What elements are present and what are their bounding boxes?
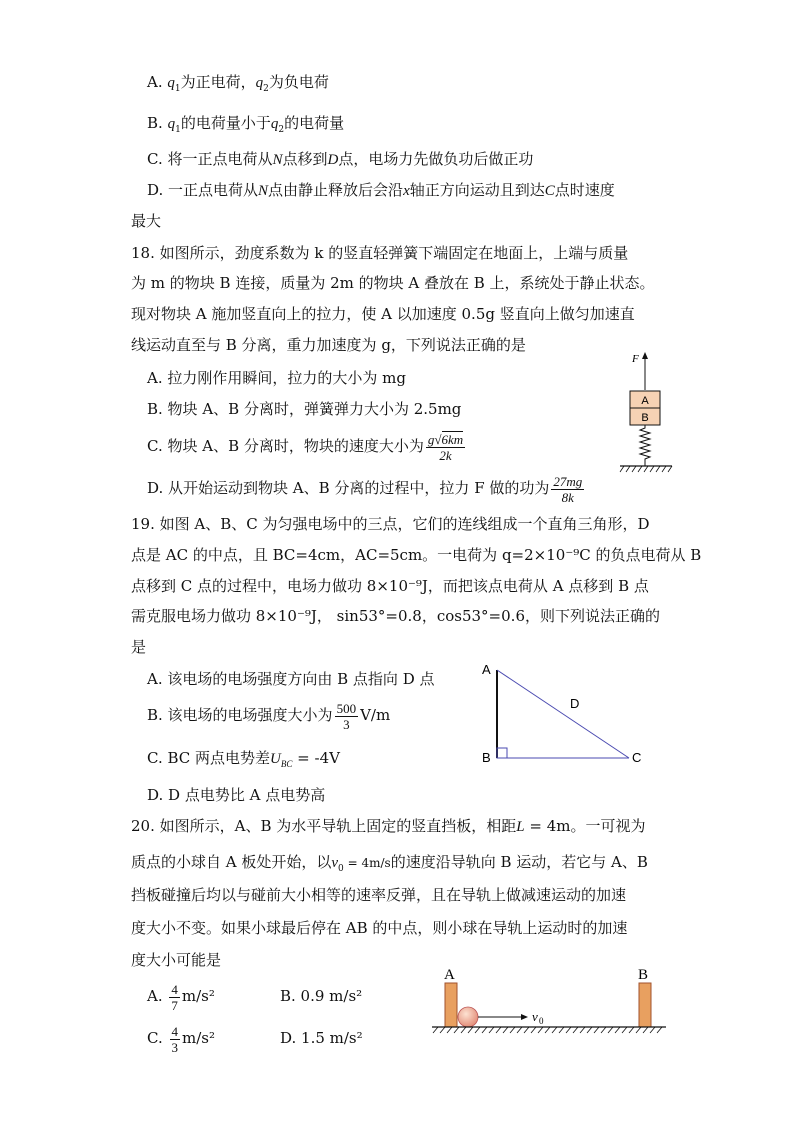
q17-option-d-c: C [544, 183, 555, 199]
q19-stem-line3: 点移到 C 点的过程中，电场力做功 8×10⁻⁹J，而把该点电荷从 A 点移到 B 点 [131, 577, 649, 595]
q17-option-a-q2-sub: 2 [263, 84, 269, 94]
q20-ball [458, 1007, 478, 1027]
q20-rail-figure [428, 964, 672, 1036]
q17-option-c-n: N [272, 152, 283, 168]
q18-stem-line1: 18. 如图所示，劲度系数为 k 的竖直轻弹簧下端固定在地面上，上端与质量 [131, 244, 629, 262]
q20-option-a [147, 978, 215, 1014]
q19-option-a: A. 该电场的电场强度方向由 B 点指向 D 点 [147, 670, 435, 688]
q20-option-c [147, 1020, 215, 1056]
q20-option-c-label: C. [147, 1029, 163, 1047]
q18-spring-figure [612, 348, 676, 478]
q17-option-c-d: D [327, 152, 339, 168]
q17-option-b-q1-sub: 1 [175, 125, 181, 135]
q19-fig-label-a: A [482, 662, 491, 677]
q19-option-c [147, 748, 340, 774]
q19-option-c-value: = -4V [292, 749, 340, 767]
q19-option-b-fraction [335, 701, 359, 732]
q18-stem-line2: 为 m 的物块 B 连接，质量为 2m 的物块 A 叠放在 B 上，系统处于静止状态。 [131, 274, 655, 292]
q20-line1-text: 20. 如图所示，A、B 为水平导轨上固定的竖直挡板，相距 [131, 817, 517, 835]
q17-option-a [147, 72, 329, 99]
q19-option-c-sub: BC [280, 759, 293, 769]
q20-fig-label-vsub: 0 [539, 1016, 544, 1026]
q19-fig-label-b: B [482, 750, 491, 765]
q20-fig-label-a: A [444, 967, 455, 983]
q19-option-b [147, 697, 390, 733]
q18-stem-line3: 现对物块 A 施加竖直向上的拉力，使 A 以加速度 0.5g 竖直向上做匀加速直 [131, 305, 635, 323]
q20-option-c-fraction [170, 1024, 181, 1055]
q20-line1-lval: = 4m [524, 817, 571, 835]
q17-option-a-mid: 为正电荷， [180, 73, 256, 91]
q20-option-c-den: 3 [171, 1039, 178, 1055]
q18-option-d-num: 27mg [553, 473, 583, 489]
q20-fig-label-v: v [532, 1009, 538, 1024]
q18-fig-label-a: A [641, 395, 649, 407]
q17-option-d-x: x [403, 183, 410, 199]
q18-option-d-den: 8k [561, 489, 574, 505]
q20-option-c-unit: m/s² [182, 1029, 215, 1047]
q20-option-a-fraction [169, 982, 180, 1013]
q20-option-b: B. 0.9 m/s² [280, 987, 363, 1005]
q18-option-c-den: 2k [439, 447, 452, 463]
q17-option-b-q1: q [167, 116, 176, 132]
q17-option-b-mid: 的电荷量小于 [180, 114, 271, 132]
q20-stem-line4: 度大小不变。如果小球最后停在 AB 的中点，则小球在导轨上运动时的加速 [131, 919, 628, 937]
q19-fig-label-c: C [632, 750, 642, 765]
q19-stem-line1: 19. 如图 A、B、C 为匀强电场中的三点，它们的连线组成一个直角三角形，D [131, 515, 650, 533]
q20-option-d: D. 1.5 m/s² [280, 1029, 363, 1047]
q20-line2-vsub: 0 [338, 864, 344, 874]
q17-option-b-q2: q [270, 116, 279, 132]
q20-line1-end: 。一可视为 [570, 817, 646, 835]
q17-option-d-end: 点时速度 [554, 181, 615, 199]
q17-option-b-label: B. [147, 114, 163, 132]
q19-stem-line4: 需克服电场力做功 8×10⁻⁹J， sin53°=0.8，cos53°=0.6，则下列说法正确的 [131, 607, 660, 625]
q17-option-c-end: 点，电场力先做负功后做正功 [338, 150, 534, 168]
q18-fig-label-f: F [632, 353, 639, 365]
q18-option-a: A. 拉力刚作用瞬间，拉力的大小为 mg [147, 369, 406, 387]
q18-option-c-radicand: 6km [441, 431, 464, 447]
arrow-head-icon [521, 1014, 528, 1020]
q19-stem-line2: 点是 AC 的中点，且 BC=4cm，AC=5cm。一电荷为 q=2×10⁻⁹C 的负点电荷从 B [131, 546, 702, 564]
q20-option-c-num: 4 [171, 1023, 178, 1039]
q20-stem-line1 [131, 816, 645, 837]
q18-spring [640, 425, 650, 466]
q20-fig-label-b: B [638, 967, 649, 983]
q17-option-d-mid: 点由静止释放后会沿 [268, 181, 404, 199]
q17-option-b-end: 的电荷量 [284, 114, 345, 132]
q20-stem-line2 [131, 852, 648, 879]
q20-plate-a [445, 983, 457, 1027]
q19-option-b-num: 500 [336, 700, 357, 716]
q18-option-c-text: C. 物块 A、B 分离时，物块的速度大小为 [147, 437, 424, 455]
q20-line2-v: v [331, 855, 339, 871]
q18-option-b: B. 物块 A、B 分离时，弹簧弹力大小为 2.5mg [147, 400, 462, 418]
right-angle-icon [497, 748, 507, 758]
q17-option-b-q2-sub: 2 [278, 125, 285, 135]
q18-stem-line4: 线运动直至与 B 分离，重力加速度为 g，下列说法正确的是 [131, 336, 526, 354]
q19-side-ac [497, 670, 629, 758]
q17-option-c [147, 149, 533, 170]
q17-option-a-q2: q [255, 75, 264, 91]
q19-option-d: D. D 点电势比 A 点电势高 [147, 786, 326, 804]
q20-line2-text: 质点的小球自 A 板处开始，以 [131, 853, 332, 871]
q19-stem-line5: 是 [131, 638, 147, 656]
q18-option-d-fraction [551, 474, 584, 505]
q19-option-c-text: C. BC 两点电势差 [147, 749, 271, 767]
q20-plate-b [639, 983, 651, 1027]
q20-stem-line5: 度大小可能是 [131, 951, 222, 969]
arrow-head-icon [642, 352, 648, 359]
q19-triangle-figure [478, 658, 648, 770]
q18-option-d [147, 470, 586, 506]
q17-option-a-label: A. [147, 73, 163, 91]
q17-option-d-text: D. 一正点电荷从 [147, 181, 259, 199]
q20-rail-hatch [433, 1027, 662, 1033]
q17-option-c-mid: 点移到 [282, 150, 328, 168]
q19-option-c-u: U [270, 751, 281, 767]
q20-option-a-num: 4 [171, 981, 178, 997]
q17-option-d-line2: 最大 [131, 212, 162, 230]
q17-option-d-n: N [258, 183, 269, 199]
q17-option-a-end: 为负电荷 [268, 73, 329, 91]
q19-option-b-text: B. 该电场的电场强度大小为 [147, 706, 333, 724]
q20-line2-vval: = 4m/s [343, 856, 391, 870]
q17-option-a-q1-sub: 1 [174, 84, 181, 94]
q19-option-b-den: 3 [343, 716, 350, 732]
sqrt-icon: √ [434, 431, 442, 447]
q17-option-b [147, 113, 344, 140]
q18-option-c-num-g: g [427, 431, 435, 447]
q20-option-a-unit: m/s² [181, 987, 215, 1005]
q17-option-d-mid2: 轴正方向运动且到达 [409, 181, 545, 199]
q20-option-a-label: A. [147, 987, 163, 1005]
q20-line1-l: L [516, 819, 525, 835]
q17-option-a-q1: q [167, 75, 175, 91]
q18-fig-label-b: B [641, 412, 649, 424]
q19-fig-label-d: D [570, 696, 580, 711]
q18-option-c-fraction [426, 432, 465, 463]
q18-option-c [147, 428, 467, 464]
q17-option-c-text: C. 将一正点电荷从 [147, 150, 273, 168]
q18-option-d-text: D. 从开始运动到物块 A、B 分离的过程中，拉力 F 做的功为 [147, 479, 550, 497]
q20-option-a-den: 7 [171, 997, 178, 1013]
q20-line2-end: 的速度沿导轨向 B 运动，若它与 A、B [390, 853, 648, 871]
q19-option-b-unit: V/m [360, 706, 391, 724]
q18-ground-hatch [620, 466, 672, 472]
q20-stem-line3: 挡板碰撞后均以与碰前大小相等的速率反弹，且在导轨上做减速运动的加速 [131, 886, 627, 904]
q17-option-d [147, 180, 615, 201]
